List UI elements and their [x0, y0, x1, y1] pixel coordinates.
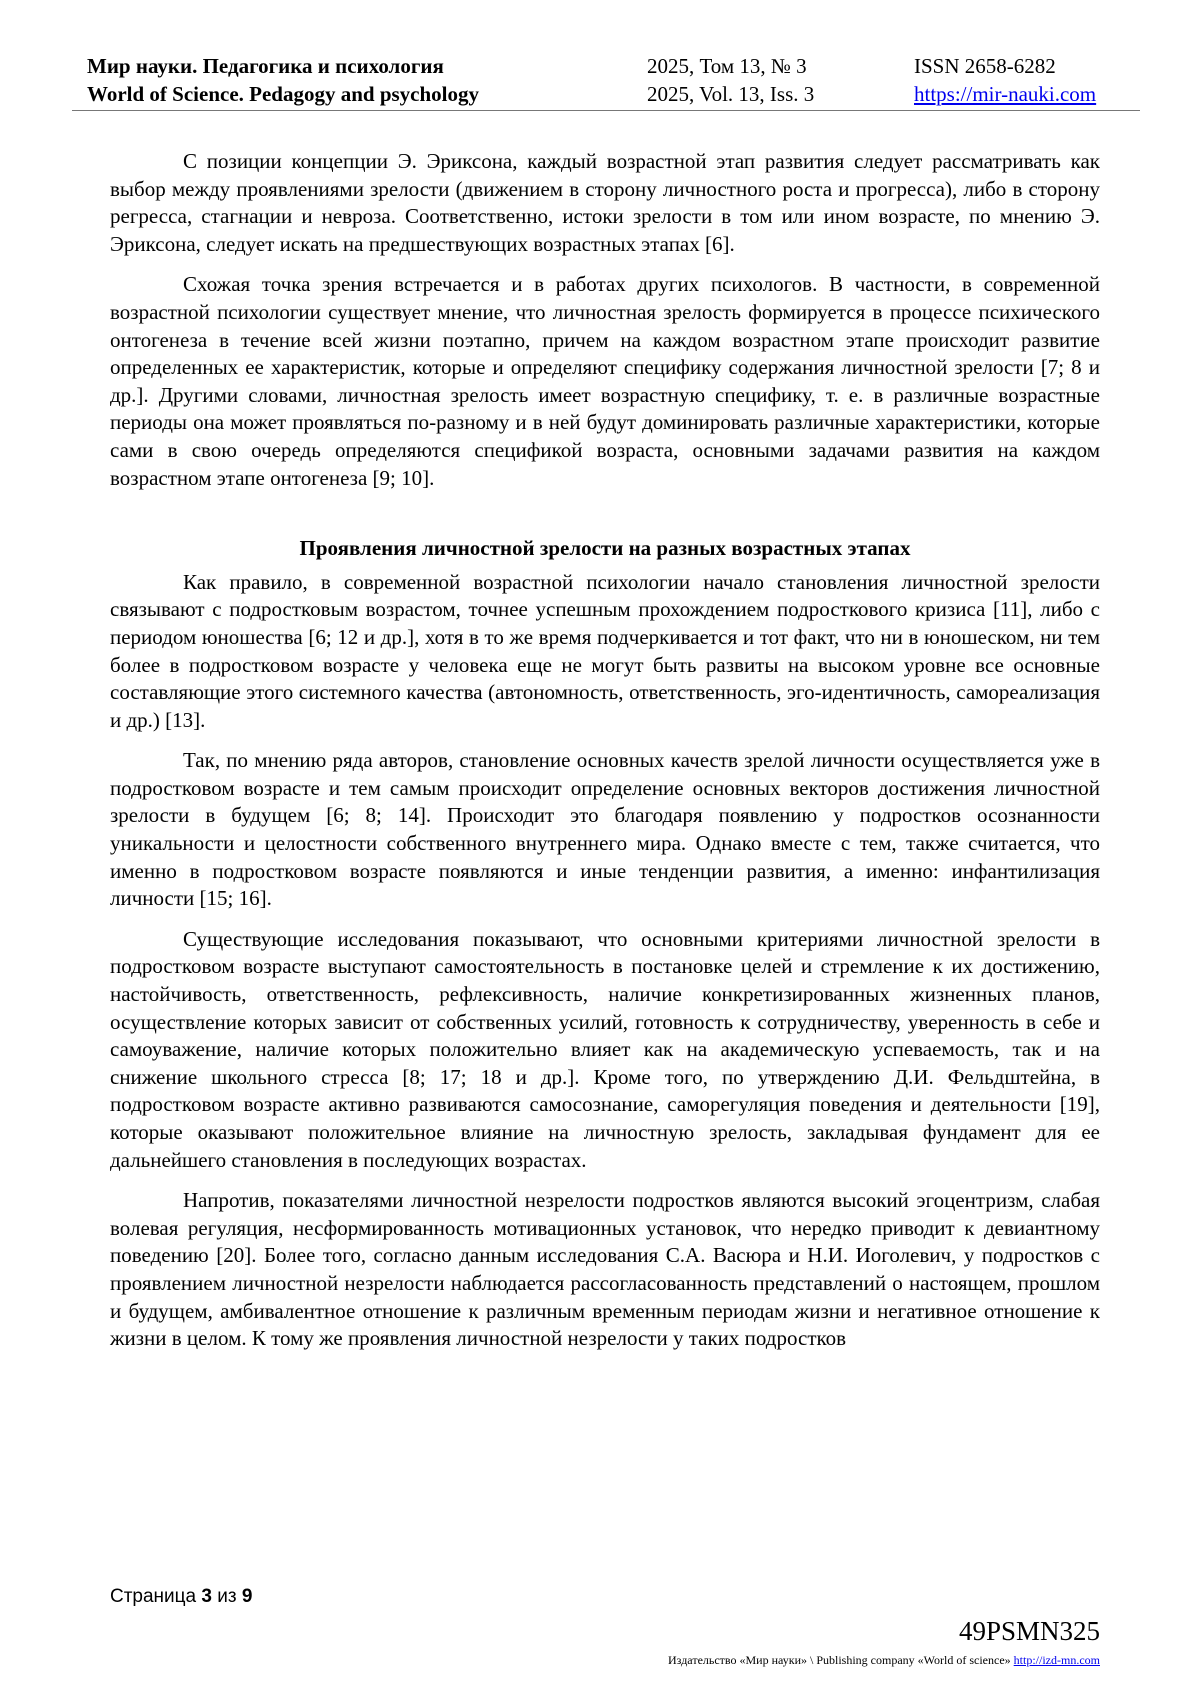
- issn: ISSN 2658-6282: [914, 54, 1056, 78]
- issue-info: [647, 52, 814, 108]
- journal-title: [87, 52, 479, 108]
- publisher-url-link[interactable]: http://izd-mn.com: [1013, 1653, 1100, 1667]
- article-code: 49PSMN325: [958, 1616, 1100, 1646]
- journal-meta: [914, 52, 1096, 108]
- publisher-text: Издательство «Мир науки» \ Publishing company «World of science»: [668, 1653, 1011, 1667]
- page-total: 9: [241, 1586, 253, 1607]
- paragraph: С позиции концепции Э. Эриксона, каждый возрастной этап развития следует рассматривать как выбор между проявлениями зрелости (движением в сторону личностного роста и прогресса), либо в сторону регресса, стагнации и невроза. Соответственно, истоки зрелости в том или ином возрасте, по мнению Э. Эриксона, следует искать на предшествующих возрастных этапах [6].: [110, 149, 1100, 256]
- section-heading: Проявления личностной зрелости на разных возрастных этапах: [299, 536, 911, 561]
- paragraph: Схожая точка зрения встречается и в работах других психологов. В частности, в современной возрастной психологии существует мнение, что личностная зрелость формируется в процессе психического онтогенеза в течение всей жизни поэтапно, причем на каждом возрастном этапе происходит развитие определенных ее характеристик, которые и определяют специфику содержания личностной зрелости [7; 8 и др.]. Другими словами, личностная зрелость имеет возрастную специфику, т. е. в различные возрастные периоды она может проявляться по-разному и в ней будут доминировать различные характеристики, которые сами в свою очередь определяются спецификой возраста, основными задачами развития на каждом возрастном этапе онтогенеза [9; 10].: [110, 272, 1100, 490]
- paragraph: Как правило, в современной возрастной психологии начало становления личностной зрелости связывают с подростковым возрастом, точнее успешным прохождением подросткового кризиса [11], либо с периодом юношества [6; 12 и др.], хотя в то же время подчеркивается и тот факт, что ни в юношеском, ни тем более в подростковом возрасте у человека еще не могут быть развиты на высоком уровне все основные составляющие этого системного качества (автономность, ответственность, эго-идентичность, самореализация и др.) [13].: [110, 569, 1100, 732]
- page-current: 3: [201, 1586, 212, 1607]
- paragraph: Так, по мнению ряда авторов, становление основных качеств зрелой личности осуществляется уже в подростковом возрасте и тем самым происходит определение основных векторов достижения личностной зрелости в будущем [6; 8; 14]. Происходит это благодаря появлению у подростков осознанности уникальности и целостности собственного внутреннего мира. Однако вместе с тем, также считается, что именно в подростковом возрасте появляются и иные тенденции развития, а именно: инфантилизация личности [15; 16].: [110, 748, 1100, 911]
- journal-url-link[interactable]: https://mir-nauki.com: [914, 82, 1097, 106]
- page-header: [72, 50, 1140, 112]
- issue-ru: 2025, Том 13, № 3: [647, 54, 807, 78]
- paragraph: Существующие исследования показывают, что основными критериями личностной зрелости в подростковом возрасте выступают самостоятельность в постановке целей и стремление к их достижению, настойчивость, ответственность, рефлексивность, наличие конкретизированных жизненных планов, осуществление которых зависит от собственных усилий, готовность к сотрудничеству, уверенность в себе и самоуважение, наличие которых положительно влияет как на академическую успеваемость, так и на снижение школьного стресса [8; 17; 18 и др.]. Кроме того, по утверждению Д.И. Фельдштейна, в подростковом возрасте активно развиваются самосознание, саморегуляция поведения и деятельности [19], которые оказывают положительное влияние на личностную зрелость, закладывая фундамент для ее дальнейшего становления в последующих возрастах.: [110, 926, 1100, 1172]
- page-number: [110, 1586, 252, 1608]
- header-divider: [72, 110, 1140, 111]
- page-prefix: Страница: [110, 1586, 197, 1607]
- journal-title-en: World of Science. Pedagogy and psychology: [87, 82, 480, 106]
- issue-en: 2025, Vol. 13, Iss. 3: [647, 82, 815, 106]
- journal-title-ru: Мир науки. Педагогика и психология: [87, 54, 444, 78]
- paragraph: Напротив, показателями личностной незрелости подростков являются высокий эгоцентризм, слабая волевая регуляция, несформированность мотивационных установок, что нередко приводит к девиантному поведению [20]. Более того, согласно данным исследования С.А. Васюра и Н.И. Иоголевич, у подростков с проявлением личностной незрелости наблюдается рассогласованность представлений о настоящем, прошлом и будущем, амбивалентное отношение к различным временным периодам жизни и негативное отношение к жизни в целом. К тому же проявления личностной незрелости у таких подростков: [110, 1188, 1100, 1351]
- page-separator: из: [217, 1586, 237, 1607]
- publisher-line: [668, 1653, 1100, 1668]
- article-body: [110, 148, 1100, 1366]
